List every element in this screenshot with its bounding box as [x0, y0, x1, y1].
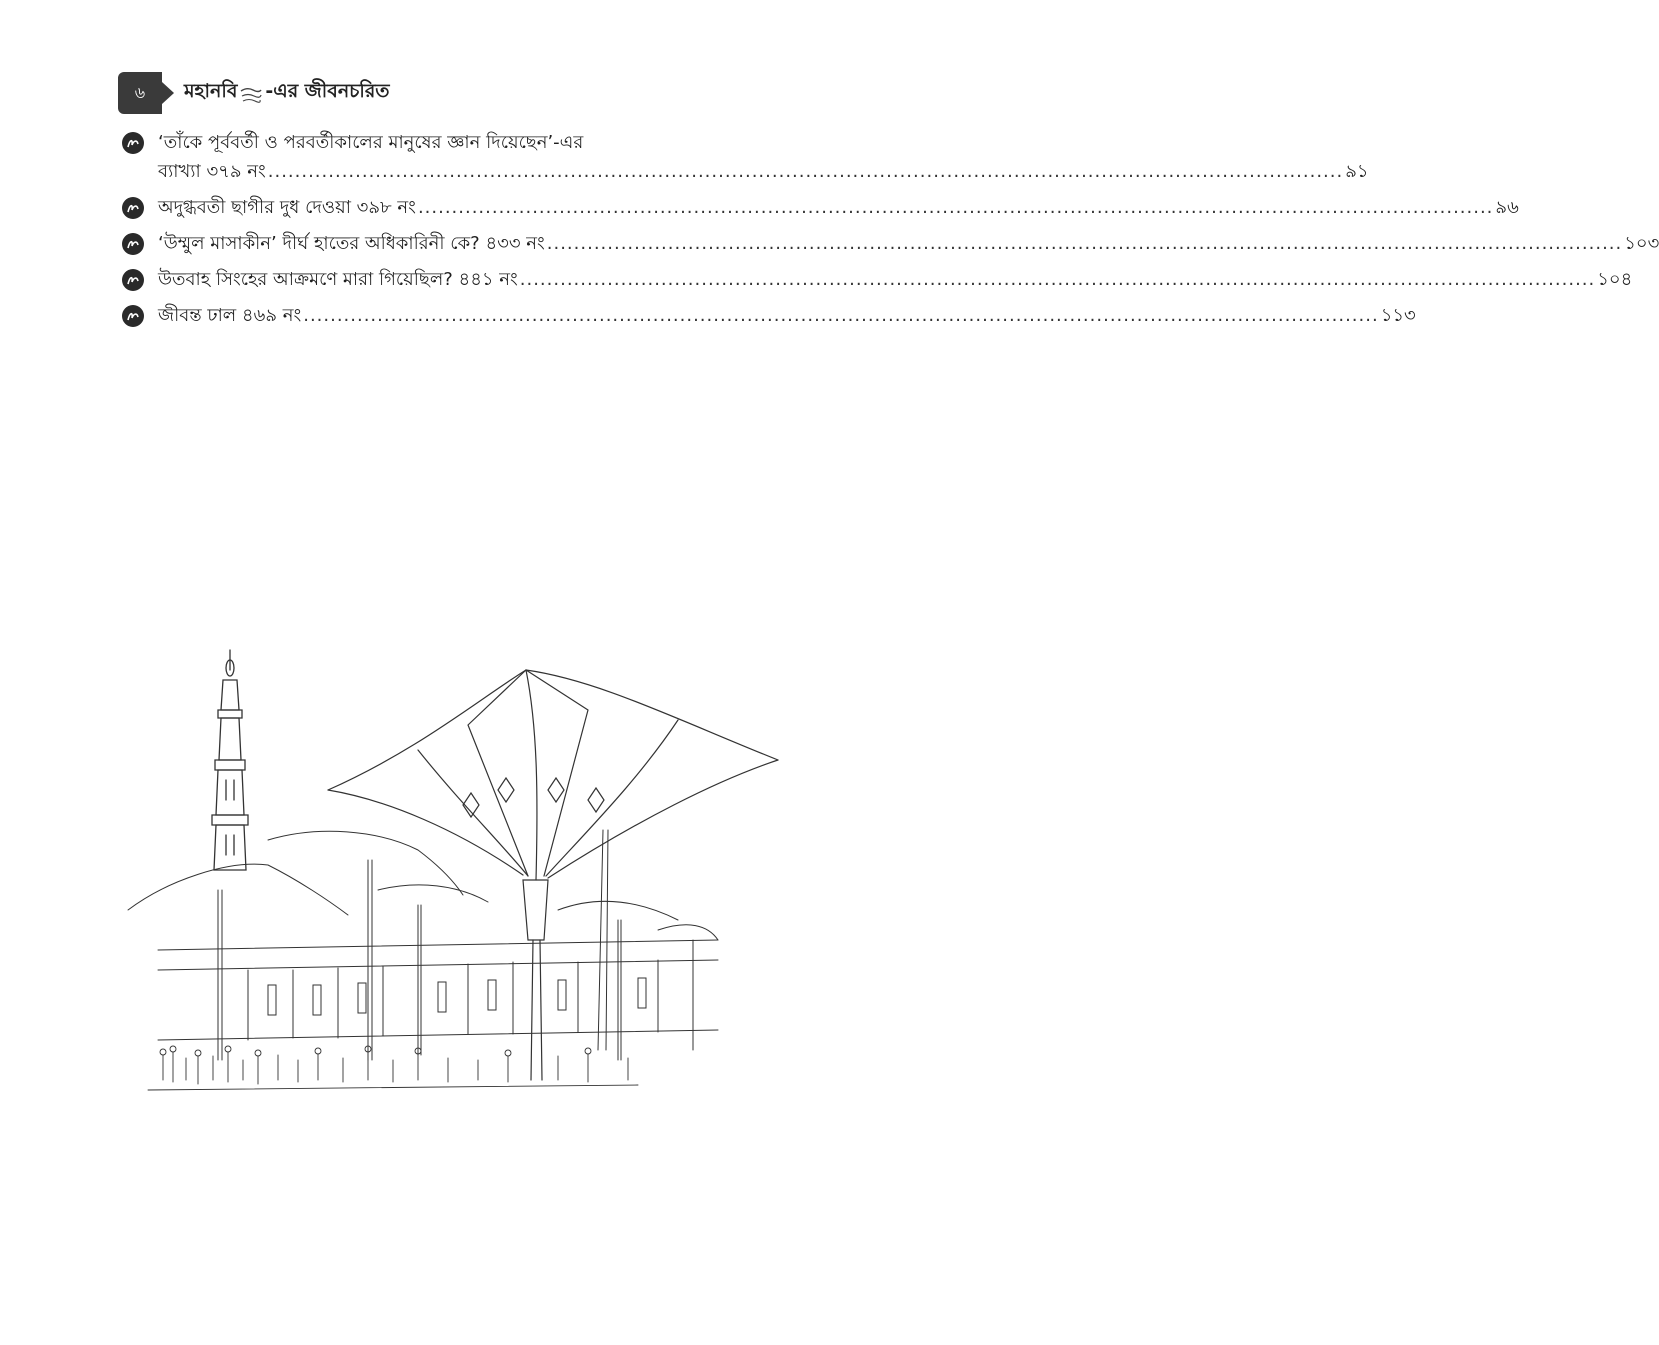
page-number: ৬ [134, 82, 146, 102]
dot-leader [418, 193, 1493, 222]
toc-entry-title: ব্যাখ্যা ৩৭৯ নং [158, 161, 266, 182]
dot-leader [547, 229, 1622, 258]
calligraphy-bullet-icon [122, 233, 144, 255]
table-of-contents [122, 128, 1659, 337]
toc-entry [122, 301, 1416, 330]
toc-entry-page: ৯১ [1345, 161, 1369, 182]
dot-leader [268, 157, 1343, 186]
toc-entry [122, 229, 1659, 258]
toc-entry-page: ৯৬ [1495, 197, 1519, 218]
page-header [118, 72, 390, 114]
calligraphy-bullet-icon [122, 305, 144, 327]
calligraphy-bullet-icon [122, 132, 144, 154]
toc-entry-page: ১০৪ [1597, 269, 1633, 290]
mosque-wall-drawing [158, 830, 718, 1050]
toc-entry-title: অদুগ্ধবতী ছাগীর দুধ দেওয়া ৩৯৮ নং [158, 197, 416, 218]
toc-entry [122, 128, 1369, 186]
running-title-text: মহানবি [184, 80, 238, 102]
toc-entry-title: জীবন্ত ঢাল ৪৬৯ নং [158, 305, 302, 326]
toc-entry-page: ১১৩ [1380, 305, 1416, 326]
page-number-badge [118, 72, 162, 114]
toc-entry [122, 265, 1633, 294]
dot-leader [520, 265, 1595, 294]
calligraphy-bullet-icon [122, 197, 144, 219]
toc-entry-page: ১০৩ [1624, 233, 1659, 254]
toc-entry [122, 193, 1519, 222]
calligraphy-bullet-icon [122, 269, 144, 291]
minaret-drawing [212, 650, 248, 870]
umbrella-canopy-drawing [328, 670, 778, 1080]
toc-entry-title: উতবাহ সিংহের আক্রমণে মারা গিয়েছিল? ৪৪১ নং [158, 269, 518, 290]
running-title-suffix: -এর জীবনচরিত [265, 80, 390, 102]
salawat-honorific-icon [239, 86, 263, 104]
running-title [184, 77, 390, 109]
toc-entry-title: ‘উম্মুল মাসাকীন’ দীর্ঘ হাতের অধিকারিনী কে? ৪৩৩ নং [158, 233, 545, 254]
toc-entry-title-line: ‘তাঁকে পূর্ববর্তী ও পরবর্তীকালের মানুষের জ্ঞান দিয়েছেন’-এর [158, 132, 584, 153]
mosque-umbrella-sketch [118, 640, 782, 1125]
dot-leader [303, 301, 1378, 330]
